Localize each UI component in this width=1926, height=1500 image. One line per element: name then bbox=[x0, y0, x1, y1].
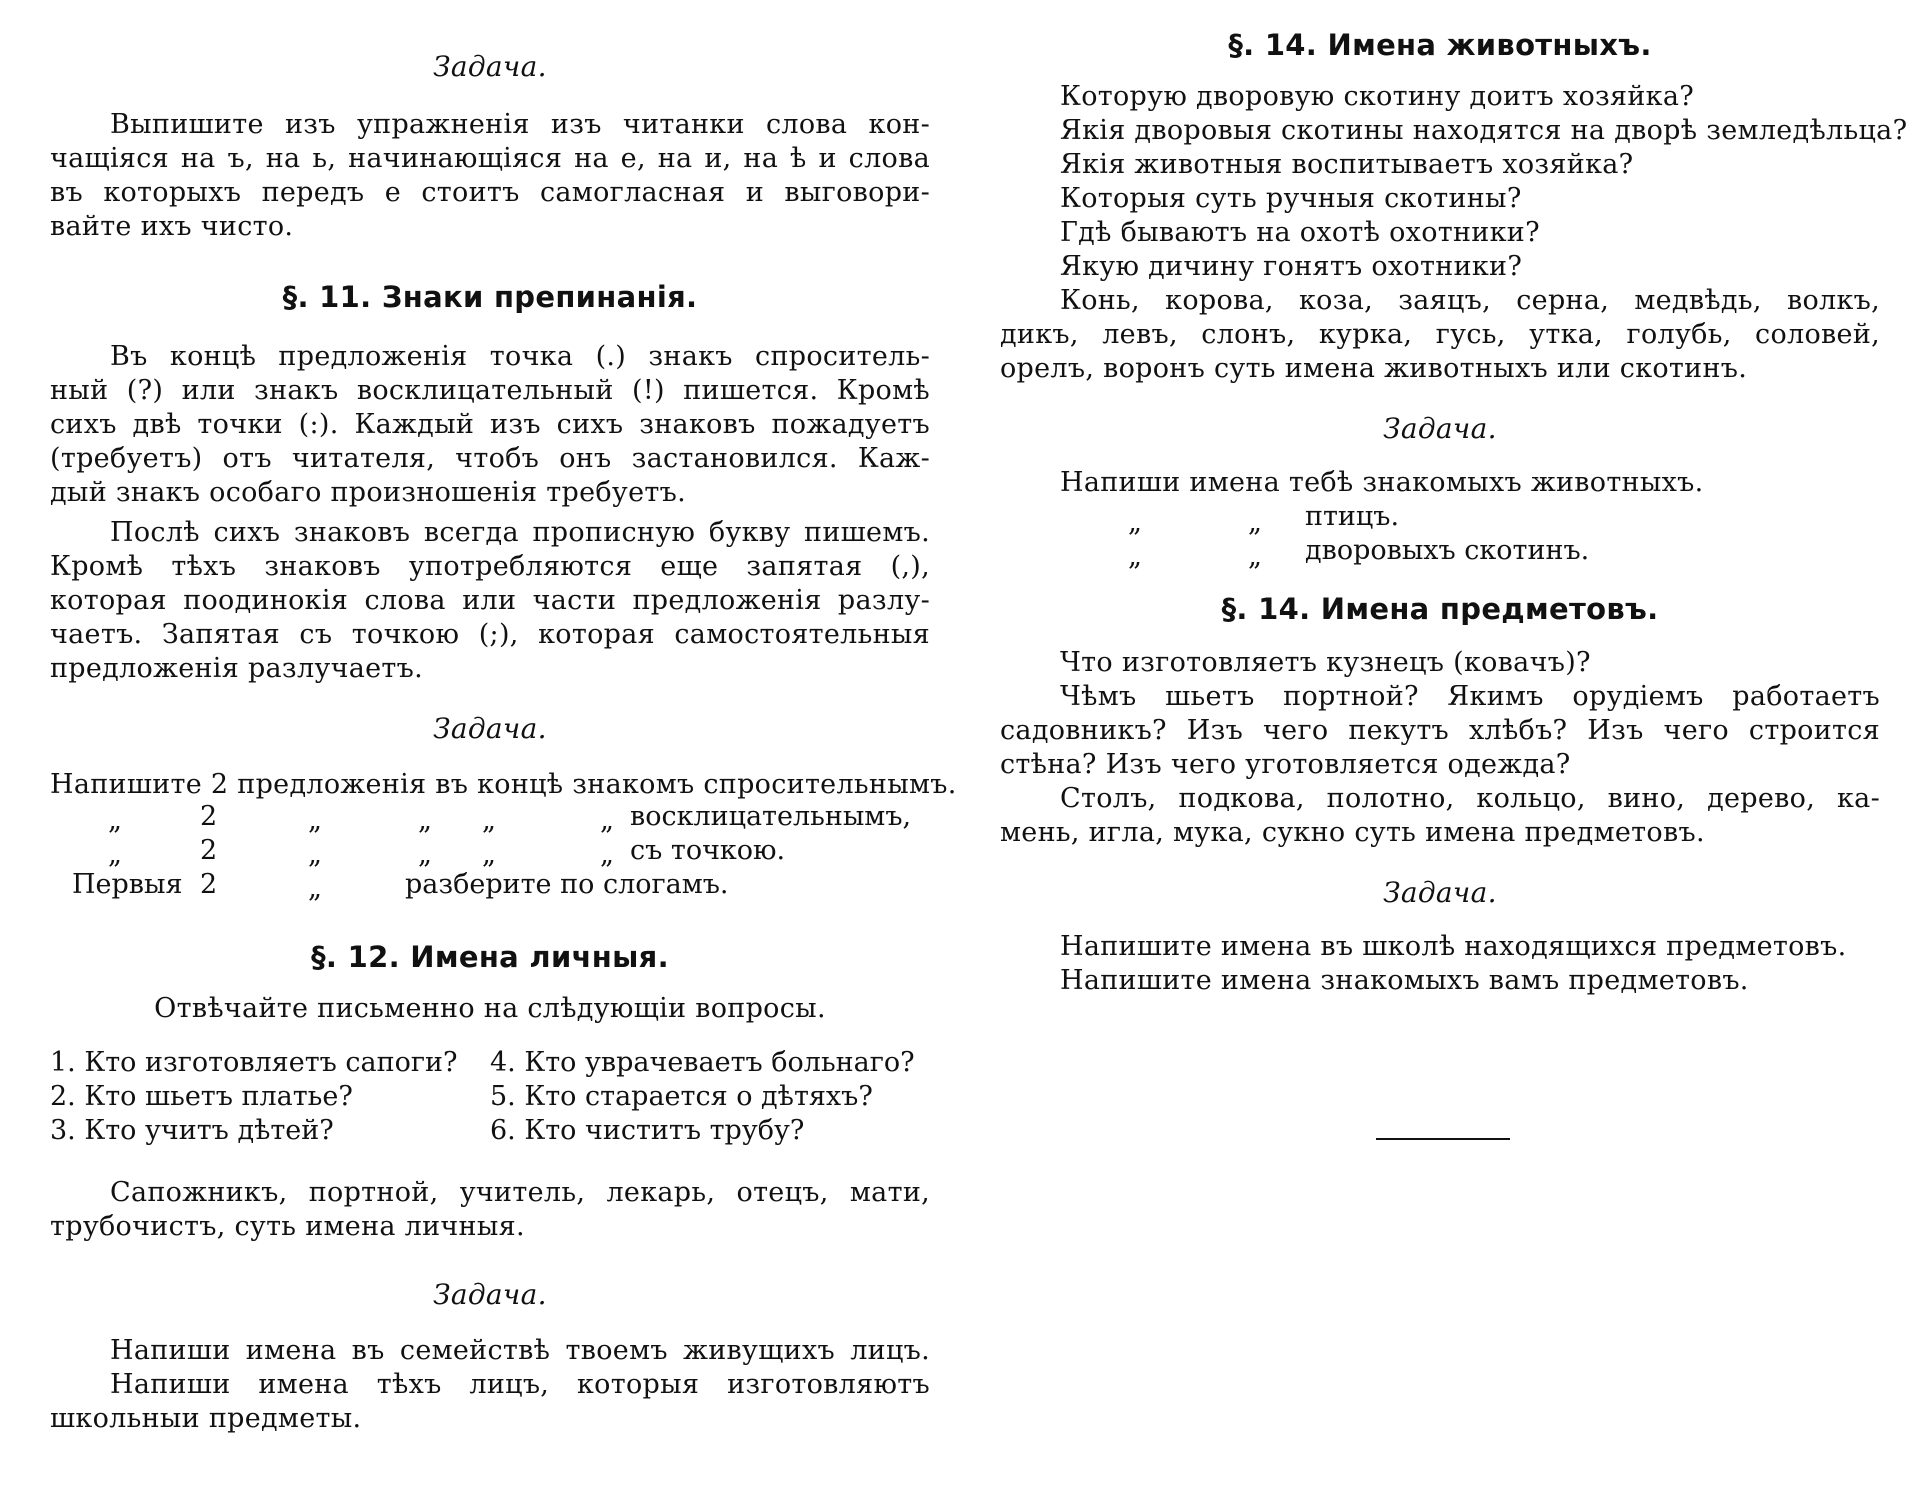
paragraph-line: дикъ, левъ, слонъ, курка, гусь, утка, голубь, соловей, bbox=[1000, 319, 1880, 350]
ditto-mark: „ bbox=[418, 805, 432, 836]
question: 4. Кто увpачеваетъ больнаго? bbox=[490, 1047, 915, 1078]
task-row: Напишите 2 предложенія въ концѣ знакомъ спросительнымъ. bbox=[50, 769, 957, 800]
task-heading: Задача. bbox=[1383, 412, 1497, 445]
count: 2 bbox=[200, 869, 218, 900]
question-line: Которыя суть ручныя скотины? bbox=[1060, 183, 1522, 214]
section-heading: §. 11. Знаки препинанія. bbox=[282, 280, 698, 314]
right-page bbox=[1000, 0, 1908, 1500]
ditto-mark: „ bbox=[1248, 541, 1262, 572]
paragraph-line: мень, игла, мука, сукно суть имена предметовъ. bbox=[1000, 817, 1705, 848]
count: 2 bbox=[200, 801, 218, 832]
task-row-start: Первыя bbox=[72, 869, 183, 900]
ditto-mark: „ bbox=[418, 839, 432, 870]
left-page bbox=[50, 0, 957, 1500]
task-text-line: въ которыхъ передъ е стоитъ самогласная и выговори- bbox=[50, 177, 930, 208]
ditto-mark: „ bbox=[108, 839, 122, 870]
question-line: Якія животныя воспитываетъ хозяйка? bbox=[1060, 149, 1634, 180]
ditto-mark: „ bbox=[308, 805, 322, 836]
paragraph-line: Конь, корова, коза, заяцъ, серна, медвѣдь, волкъ, bbox=[1060, 285, 1880, 316]
ditto-mark: „ bbox=[482, 839, 496, 870]
question-line: Чѣмъ шьетъ портной? Якимъ орудіемъ работаетъ bbox=[1060, 681, 1880, 712]
task-heading: Задача. bbox=[433, 50, 547, 83]
section-intro: Отвѣчайте письменно на слѣдующіи вопросы. bbox=[154, 993, 826, 1024]
paragraph-line: дый знакъ особаго произношенія требуетъ. bbox=[50, 477, 686, 508]
task-text-line: Напишите имена знакомыхъ вамъ предметовъ. bbox=[1060, 965, 1749, 996]
section-heading: §. 14. Имена животныхъ. bbox=[1228, 28, 1652, 62]
ditto-mark: „ bbox=[308, 839, 322, 870]
task-text-line: вайте ихъ чисто. bbox=[50, 211, 294, 242]
task-text-line: Напиши имена тѣхъ лицъ, которыя изготовляютъ bbox=[110, 1369, 930, 1400]
task-text-line: Напиши имена въ семействѣ твоемъ живущихъ лицъ. bbox=[110, 1335, 930, 1366]
count: 2 bbox=[200, 835, 218, 866]
task-heading: Задача. bbox=[1383, 876, 1497, 909]
task-text-line: чащіяся на ъ, на ь, начинающіяся на е, на и, на ѣ и слова bbox=[50, 143, 930, 174]
ditto-mark: „ bbox=[1128, 541, 1142, 572]
question-line: стѣна? Изъ чего уготовляется одежда? bbox=[1000, 749, 1571, 780]
task-text-line: Выпишите изъ упражненія изъ читанки слова кон- bbox=[110, 109, 930, 140]
section-heading: §. 12. Имена личныя. bbox=[311, 940, 669, 974]
question-line: Гдѣ бываютъ на охотѣ охотники? bbox=[1060, 217, 1540, 248]
question: 5. Кто старается о дѣтяхъ? bbox=[490, 1081, 873, 1112]
task-row-end: птицъ. bbox=[1305, 501, 1400, 532]
question-line: Якую дичину гонятъ охотники? bbox=[1060, 251, 1523, 282]
ditto-mark: „ bbox=[482, 805, 496, 836]
ditto-mark: „ bbox=[1248, 507, 1262, 538]
end-rule bbox=[1376, 1138, 1510, 1140]
question-line: садовникъ? Изъ чего пекутъ хлѣбъ? Изъ чего строится bbox=[1000, 715, 1880, 746]
ditto-mark: „ bbox=[600, 805, 614, 836]
section-heading: §. 14. Имена предметовъ. bbox=[1221, 592, 1659, 626]
question: 2. Кто шьетъ платье? bbox=[50, 1081, 353, 1112]
ditto-mark: „ bbox=[308, 873, 322, 904]
ditto-mark: „ bbox=[600, 839, 614, 870]
question: 1. Кто изготовляетъ сапоги? bbox=[50, 1047, 458, 1078]
task-row-end: дворовыхъ скотинъ. bbox=[1305, 535, 1590, 566]
task-row-end: восклицательнымъ, bbox=[630, 801, 912, 832]
ditto-mark: „ bbox=[108, 805, 122, 836]
paragraph-line: трубочистъ, суть имена личныя. bbox=[50, 1211, 525, 1242]
task-heading: Задача. bbox=[433, 712, 547, 745]
paragraph-line: ный (?) или знакъ восклицательный (!) пишется. Кромѣ bbox=[50, 375, 930, 406]
ditto-mark: „ bbox=[1128, 507, 1142, 538]
paragraph-line: Столъ, подкова, полотно, кольцо, вино, дерево, ка- bbox=[1060, 783, 1880, 814]
task-row-end: съ точкою. bbox=[630, 835, 786, 866]
task-heading: Задача. bbox=[433, 1278, 547, 1311]
paragraph-line: Въ концѣ предложенія точка (.) знакъ спроситель- bbox=[110, 341, 930, 372]
paragraph-line: Сапожникъ, портной, учитель, лекарь, отецъ, мати, bbox=[110, 1177, 930, 1208]
question-line: Которую дворовую скотину доитъ хозяйка? bbox=[1060, 81, 1695, 112]
question: 6. Кто чиститъ трубу? bbox=[490, 1115, 805, 1146]
task-text-line: Напишите имена въ школѣ находящихся предметовъ. bbox=[1060, 931, 1847, 962]
question-line: Что изготовляетъ кузнецъ (ковачъ)? bbox=[1060, 647, 1591, 678]
task-text-line: школьныи предметы. bbox=[50, 1403, 362, 1434]
task-text-line: Напиши имена тебѣ знакомыхъ животныхъ. bbox=[1060, 467, 1704, 498]
paragraph-line: (требуетъ) отъ читателя, чтобъ онъ застановился. Каж- bbox=[50, 443, 930, 474]
question: 3. Кто учитъ дѣтей? bbox=[50, 1115, 334, 1146]
paragraph-line: сихъ двѣ точки (:). Каждый изъ сихъ знаковъ пожадуетъ bbox=[50, 409, 930, 440]
paragraph-line: Кромѣ тѣхъ знаковъ употребляются еще запятая (,), bbox=[50, 551, 930, 582]
paragraph-line: предложенія разлучаетъ. bbox=[50, 653, 424, 684]
paragraph-line: которая поодинокія слова или части предложенія разлу- bbox=[50, 585, 930, 616]
question-line: Якія дворовыя скотины находятся на дворѣ земледѣльца? bbox=[1060, 115, 1908, 146]
paragraph-line: чаетъ. Запятая съ точкою (;), которая самостоятельныя bbox=[50, 619, 930, 650]
paragraph-line: Послѣ сихъ знаковъ всегда прописную букву пишемъ. bbox=[110, 517, 930, 548]
task-row-end: разберите по слогамъ. bbox=[405, 869, 729, 900]
paragraph-line: орелъ, воронъ суть имена животныхъ или скотинъ. bbox=[1000, 353, 1748, 384]
